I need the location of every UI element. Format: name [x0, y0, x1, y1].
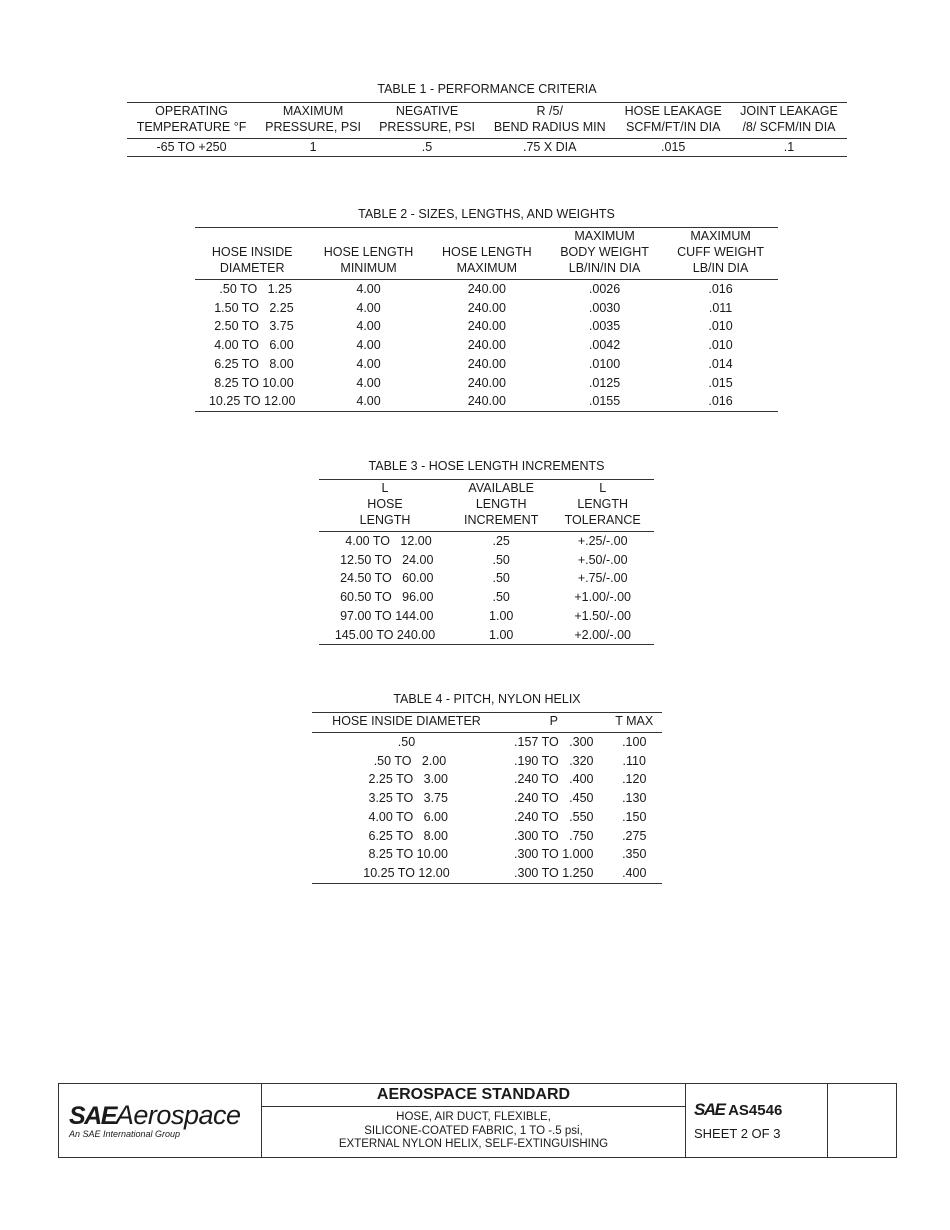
document-number-block	[686, 1084, 828, 1157]
column-header-line: T MAX	[615, 714, 654, 728]
table-cell: 240.00	[467, 300, 506, 315]
column-header	[484, 103, 615, 139]
table-row	[195, 299, 778, 318]
table-cell: .240 TO .400	[514, 772, 594, 787]
table-cell: 3.25 TO 3.75	[365, 791, 448, 806]
column-header-line: MINIMUM	[340, 261, 397, 275]
table-row	[195, 374, 778, 393]
table-cell: .400	[622, 865, 647, 880]
column-header	[501, 713, 607, 733]
column-header-line: OPERATING	[155, 104, 228, 118]
table-row	[312, 845, 662, 864]
column-header-line: /8/ SCFM/IN DIA	[742, 120, 836, 134]
table-cell: 1	[309, 140, 317, 154]
table-row	[195, 317, 778, 336]
table-cell: 4.00	[356, 394, 381, 409]
column-header-line: L	[381, 481, 389, 495]
table-cell: 240.00	[467, 282, 506, 296]
column-header-line: BEND RADIUS MIN	[493, 120, 606, 134]
column-header-line	[313, 228, 423, 244]
table-cell: .50	[492, 552, 510, 567]
document-description	[262, 1107, 685, 1152]
table-cell: 240.00	[467, 375, 506, 390]
table-cell: +1.00/-.00	[574, 590, 631, 605]
table-cell: 6.25 TO 8.00	[365, 828, 448, 843]
table-cell: 1.00	[489, 608, 514, 623]
column-header-line: INCREMENT	[464, 513, 539, 527]
column-header	[312, 713, 501, 733]
column-header	[731, 103, 847, 139]
table-row	[312, 864, 662, 883]
column-header	[127, 103, 256, 139]
column-header-line: LENGTH	[577, 497, 629, 511]
table-2-title: TABLE 2 - SIZES, LENGTHS, AND WEIGHTS	[358, 207, 615, 221]
table-cell: +2.00/-.00	[574, 627, 631, 642]
table-cell: .50	[492, 590, 510, 605]
table-row	[312, 789, 662, 808]
table-cell: 4.00	[356, 282, 381, 296]
table-cell: .130	[622, 791, 647, 806]
table-cell: +1.50/-.00	[574, 608, 631, 623]
logo-aerospace-wordmark: Aerospace	[115, 1100, 241, 1130]
table-cell: .110	[622, 753, 646, 768]
table-1-title: TABLE 1 - PERFORMANCE CRITERIA	[377, 82, 597, 96]
table-cell: 240.00	[467, 394, 506, 409]
table-row	[312, 733, 662, 752]
table-cell: .014	[708, 356, 733, 371]
table-cell: 12.50 TO 24.00	[336, 552, 434, 567]
column-header-line: PRESSURE, PSI	[379, 120, 475, 134]
table-cell: 4.00	[356, 338, 381, 353]
table-cell: 8.25 TO 10.00	[365, 847, 448, 862]
column-header	[319, 480, 451, 532]
column-header-line	[199, 228, 305, 244]
table-cell: 8.25 TO 10.00	[210, 375, 294, 390]
table-cell: .011	[708, 300, 733, 315]
description-line: EXTERNAL NYLON HELIX, SELF-EXTINGUISHING	[338, 1138, 609, 1150]
table-cell: 4.00 TO 6.00	[210, 338, 294, 353]
column-header-line: LB/IN/IN DIA	[568, 261, 641, 275]
table-cell: 240.00	[467, 356, 506, 371]
column-header	[663, 228, 778, 280]
column-header-line: HOSE INSIDE DIAMETER	[332, 714, 481, 728]
table-cell: 10.25 TO 12.00	[363, 865, 450, 880]
table-cell: .015	[708, 375, 733, 390]
table-1	[127, 102, 847, 157]
table-cell: .300 TO 1.000	[514, 847, 594, 862]
title-block-center	[262, 1084, 686, 1157]
column-header-line: AVAILABLE	[468, 481, 534, 495]
table-cell: .50	[492, 571, 510, 586]
table-row	[195, 392, 778, 411]
column-header-line: HOSE LENGTH	[323, 245, 414, 259]
column-header-line: MAXIMUM	[574, 229, 635, 243]
table-cell: .25	[492, 534, 510, 548]
column-header-line: LENGTH	[359, 513, 411, 527]
column-header-line: R /5/	[536, 104, 563, 118]
table-row	[319, 532, 654, 551]
table-cell: .240 TO .450	[514, 791, 594, 806]
table-cell: .50 TO 1.25	[212, 282, 292, 296]
description-line: HOSE, AIR DUCT, FLEXIBLE,	[396, 1111, 551, 1123]
table-row	[312, 752, 662, 771]
column-header-line: BODY WEIGHT	[560, 245, 649, 259]
column-header-line: HOSE LEAKAGE	[624, 104, 722, 118]
table-cell: .300 TO .750	[514, 828, 594, 843]
table-cell: 145.00 TO 240.00	[334, 627, 436, 642]
table-4	[312, 712, 662, 884]
column-header-line: P	[549, 714, 558, 728]
table-cell: .240 TO .550	[514, 809, 594, 824]
table-cell: .0100	[588, 356, 621, 371]
table-cell: .5	[421, 140, 433, 154]
logo-subtitle: An SAE International Group	[69, 1129, 181, 1139]
table-cell: 10.25 TO 12.00	[208, 394, 296, 409]
table-cell: 4.00 TO 6.00	[365, 809, 448, 824]
table-cell: .50	[397, 735, 416, 749]
table-cell: .350	[622, 847, 647, 862]
table-cell: .0030	[588, 300, 621, 315]
column-header	[551, 480, 654, 532]
standard-label: AEROSPACE STANDARD	[262, 1084, 685, 1107]
table-row	[319, 551, 654, 570]
column-header	[451, 480, 551, 532]
column-header	[546, 228, 663, 280]
table-row	[195, 336, 778, 355]
table-cell: .0026	[588, 282, 621, 296]
table-row	[319, 607, 654, 626]
column-header	[256, 103, 370, 139]
table-row	[319, 626, 654, 645]
table-cell: 24.50 TO 60.00	[336, 571, 434, 586]
document-number: AS4546	[728, 1102, 783, 1119]
table-cell: .010	[708, 319, 733, 334]
title-block-blank-cell	[828, 1084, 898, 1157]
table-cell: .015	[661, 140, 686, 154]
table-3	[319, 479, 654, 645]
column-header-line: PRESSURE, PSI	[265, 120, 361, 134]
table-cell: +.75/-.00	[577, 571, 628, 586]
column-header-line: JOINT LEAKAGE	[740, 104, 838, 118]
table-cell: 4.00	[356, 319, 381, 334]
table-cell: .50 TO 2.00	[366, 753, 447, 768]
column-header-line: TOLERANCE	[564, 513, 641, 527]
column-header-line	[432, 228, 542, 244]
table-cell: .275	[622, 828, 647, 843]
table-cell: .75 X DIA	[522, 140, 577, 154]
table-cell: 97.00 TO 144.00	[336, 608, 434, 623]
logo-sae-wordmark: SAE	[69, 1102, 116, 1130]
table-4-title: TABLE 4 - PITCH, NYLON HELIX	[393, 692, 581, 706]
table-cell: .0042	[588, 338, 621, 353]
table-cell: .016	[708, 282, 733, 296]
table-cell: .100	[622, 735, 647, 749]
description-line: SILICONE-COATED FABRIC, 1 TO -.5 psi,	[364, 1124, 583, 1137]
column-header	[370, 103, 484, 139]
table-row	[195, 280, 778, 299]
table-cell: +.50/-.00	[577, 552, 628, 567]
table-cell: 4.00	[356, 356, 381, 371]
column-header-line: CUFF WEIGHT	[677, 245, 764, 259]
table-cell: 60.50 TO 96.00	[336, 590, 434, 605]
table-row	[319, 588, 654, 607]
column-header	[607, 713, 662, 733]
table-cell: 2.25 TO 3.00	[365, 772, 448, 787]
column-header-line: MAXIMUM	[282, 104, 344, 118]
column-header-line: NEGATIVE	[395, 104, 459, 118]
table-cell: 4.00 TO 12.00	[338, 534, 432, 548]
column-header-line: TEMPERATURE °F	[136, 120, 247, 134]
table-cell: .120	[622, 772, 647, 787]
sheet-number: SHEET 2 OF 3	[694, 1126, 781, 1141]
table-2	[195, 227, 778, 412]
table-cell: .300 TO 1.250	[514, 865, 594, 880]
table-cell: .1	[783, 140, 795, 154]
column-header-line: HOSE INSIDE	[211, 245, 293, 259]
table-3-title: TABLE 3 - HOSE LENGTH INCREMENTS	[368, 459, 605, 473]
table-cell: .016	[708, 394, 733, 409]
column-header	[309, 228, 427, 280]
column-header-line: L	[599, 481, 607, 495]
column-header-line: HOSE	[367, 497, 403, 511]
column-header	[195, 228, 309, 280]
table-row	[319, 569, 654, 588]
sae-mark: SAE	[694, 1100, 725, 1119]
table-cell: 240.00	[467, 338, 506, 353]
table-cell: 4.00	[356, 375, 381, 390]
column-header-line: SCFM/FT/IN DIA	[625, 120, 721, 134]
column-header-line: MAXIMUM	[456, 261, 518, 275]
table-row	[312, 770, 662, 789]
table-cell: 4.00	[356, 300, 381, 315]
column-header-line: DIAMETER	[219, 261, 285, 275]
column-header	[428, 228, 546, 280]
table-cell: .150	[622, 809, 647, 824]
table-row	[127, 139, 847, 157]
table-cell: .190 TO .320	[514, 753, 594, 768]
column-header-line: LB/IN DIA	[692, 261, 749, 275]
table-row	[312, 808, 662, 827]
title-block	[58, 1083, 897, 1158]
table-row	[195, 355, 778, 374]
table-row	[312, 827, 662, 846]
table-cell: 1.50 TO 2.25	[210, 300, 294, 315]
table-cell: 6.25 TO 8.00	[210, 356, 294, 371]
sae-aerospace-logo	[59, 1084, 262, 1157]
table-cell: .010	[708, 338, 733, 353]
table-cell: .157 TO .300	[514, 735, 594, 749]
column-header-line: MAXIMUM	[690, 229, 751, 243]
table-cell: .0125	[588, 375, 621, 390]
table-cell: 1.00	[489, 627, 514, 642]
table-cell: 240.00	[467, 319, 506, 334]
table-cell: 2.50 TO 3.75	[210, 319, 294, 334]
table-cell: .0155	[588, 394, 621, 409]
column-header	[615, 103, 730, 139]
table-cell: .0035	[588, 319, 621, 334]
column-header-line: LENGTH	[475, 497, 527, 511]
table-cell: +.25/-.00	[577, 534, 628, 548]
column-header-line: HOSE LENGTH	[442, 245, 532, 259]
table-cell: -65 TO +250	[156, 140, 227, 154]
